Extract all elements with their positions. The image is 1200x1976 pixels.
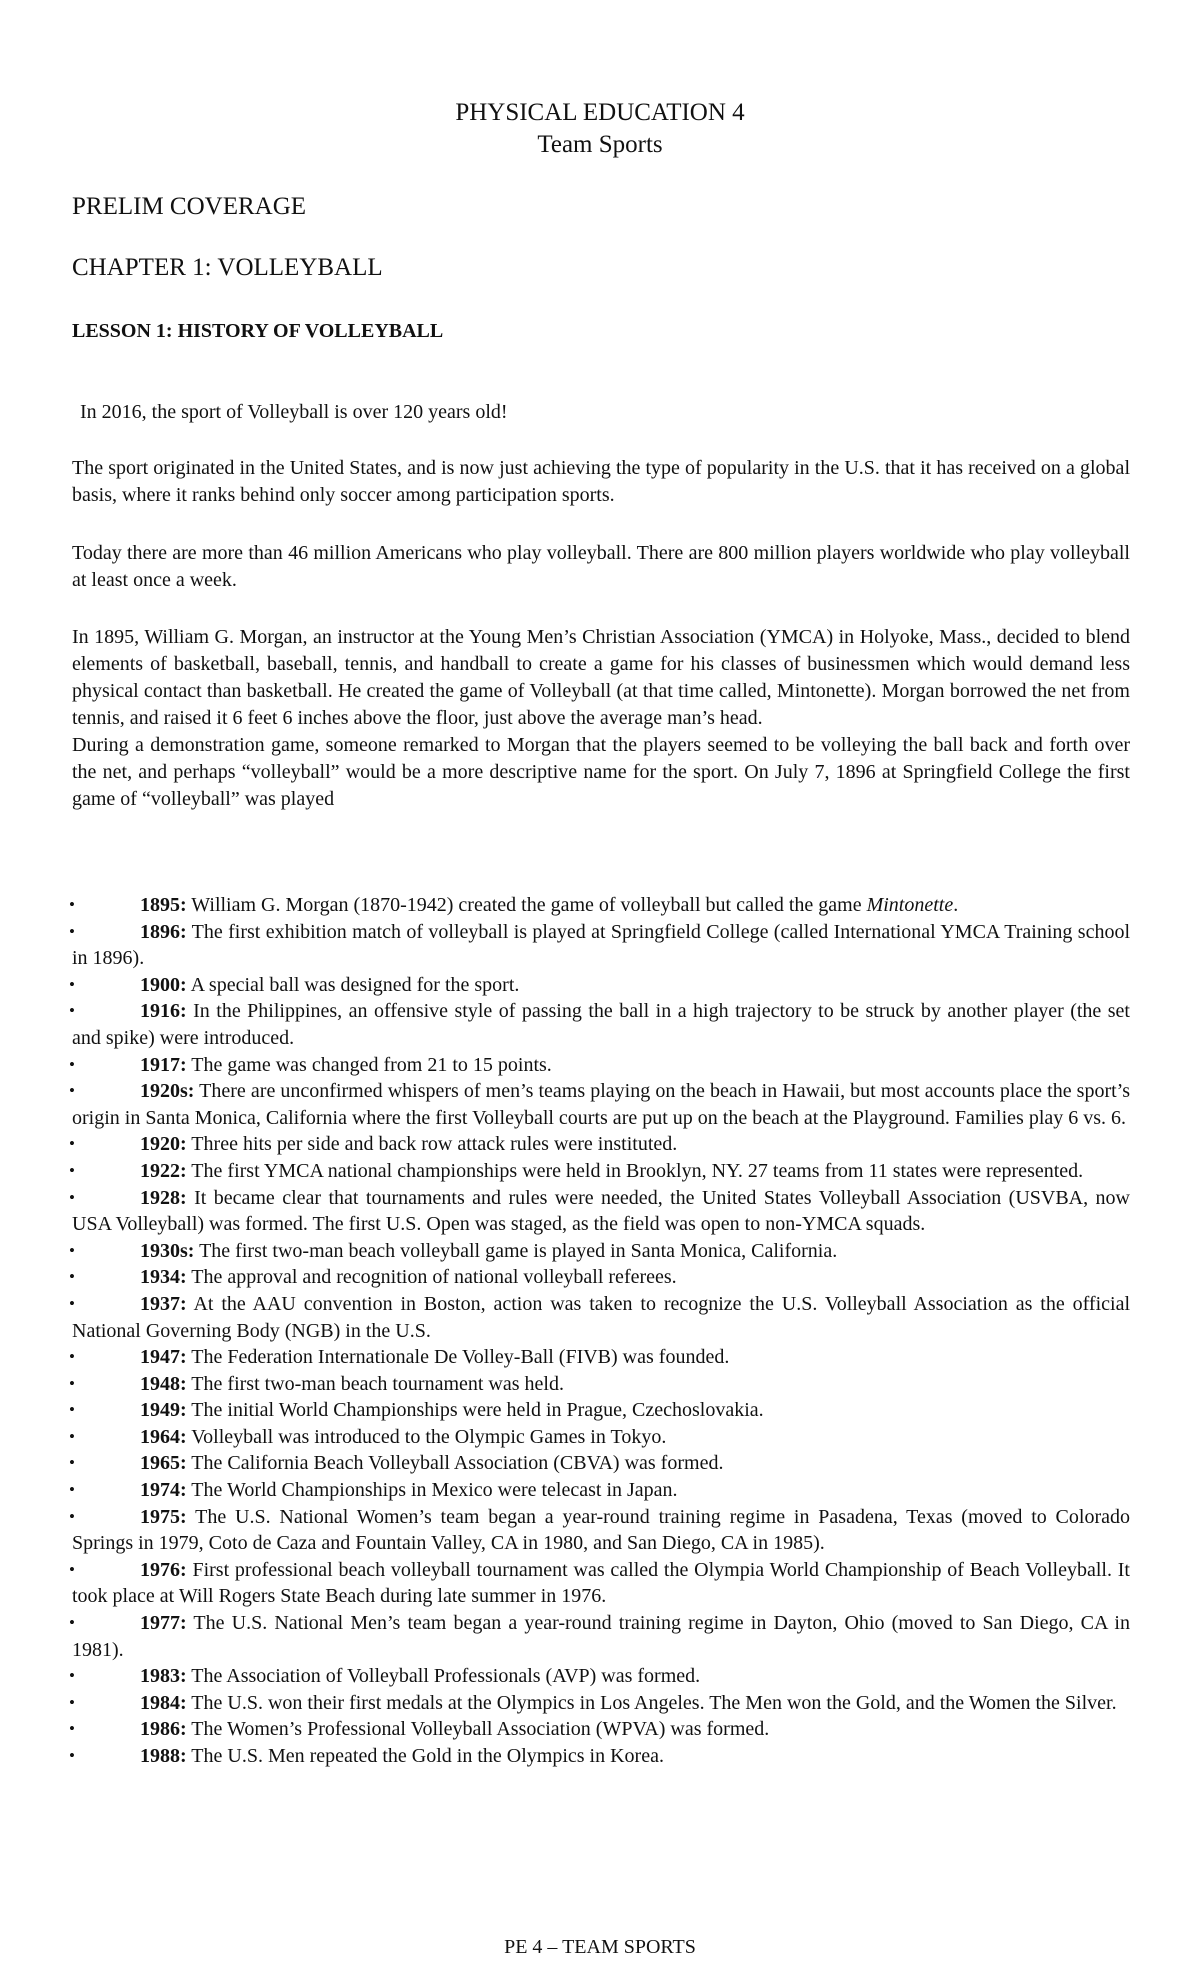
- timeline-item: [69, 1371, 1130, 1398]
- bullet-icon: •: [69, 974, 75, 994]
- timeline-item: [69, 1477, 1130, 1504]
- bullet-icon: •: [69, 1293, 75, 1313]
- chapter-heading: CHAPTER 1: VOLLEYBALL: [72, 254, 383, 281]
- timeline-year: 1948:: [140, 1372, 187, 1395]
- timeline-entry: [72, 1158, 1130, 1185]
- timeline-item: [69, 1397, 1130, 1424]
- course-title: PHYSICAL EDUCATION 4: [455, 99, 745, 126]
- timeline-year: 1977:: [140, 1612, 187, 1635]
- timeline-text: The California Beach Volleyball Association (CBVA) was formed.: [186, 1452, 724, 1475]
- timeline-italic-text: Mintonette: [866, 894, 954, 916]
- timeline-entry: [72, 1238, 1130, 1265]
- timeline-entry: [72, 1450, 1130, 1477]
- bullet-icon: •: [69, 1001, 75, 1021]
- timeline-text: The first YMCA national championships were held in Brooklyn, NY. 27 teams from 11 states were represented.: [186, 1159, 1084, 1182]
- timeline-text: The first exhibition match of volleyball is played at Springfield College (called International YMCA Training school in 1896).: [72, 920, 1130, 970]
- bullet-icon: •: [69, 1347, 75, 1367]
- lesson-heading: LESSON 1: HISTORY OF VOLLEYBALL: [72, 320, 444, 342]
- timeline-year: 1976:: [140, 1558, 187, 1581]
- timeline-text: William G. Morgan (1870-1942) created the game of volleyball but called the game: [186, 894, 867, 916]
- bullet-icon: •: [69, 1187, 75, 1207]
- bullet-icon: •: [69, 1506, 75, 1526]
- bullet-icon: •: [69, 1267, 75, 1287]
- timeline-item: [69, 1185, 1130, 1238]
- timeline-item: [69, 1264, 1130, 1291]
- timeline-year: 1947:: [140, 1346, 187, 1369]
- bullet-icon: •: [69, 1666, 75, 1686]
- timeline-text: The Federation Internationale De Volley-Ball (FIVB) was founded.: [186, 1346, 730, 1369]
- timeline-year: 1975:: [140, 1505, 187, 1528]
- timeline-entry: [72, 1716, 1130, 1743]
- timeline-item: [69, 1663, 1130, 1690]
- timeline-text: The U.S. Men repeated the Gold in the Olympics in Korea.: [186, 1745, 664, 1767]
- bullet-icon: •: [69, 1746, 75, 1765]
- timeline-entry: [72, 1557, 1130, 1610]
- morgan-paragraph: In 1895, William G. Morgan, an instructor at the Young Men’s Christian Association (YMCA) in Holyoke, Mass., decided to blend elements of basketball, baseball, tennis, and handball to create a game for his classes of businessmen which would demand less physical contact than basketball. He created the game of Volleyball (at that time called, Mintonette). Morgan borrowed the net from tennis, and raised it 6 feet 6 inches above the floor, just above the average man’s head.: [72, 626, 1130, 729]
- timeline-year: 1928:: [140, 1186, 187, 1209]
- timeline-text: Volleyball was introduced to the Olympic Games in Tokyo.: [186, 1425, 667, 1448]
- timeline-entry: [72, 1185, 1130, 1238]
- timeline-item: [69, 1078, 1130, 1131]
- timeline-text: The U.S. won their first medals at the Olympics in Los Angeles. The Men won the Gold, and the Women the Silver.: [186, 1691, 1117, 1714]
- timeline-year: 1916:: [140, 1000, 187, 1023]
- timeline-item: [69, 919, 1130, 972]
- timeline-year: 1920s:: [140, 1080, 195, 1103]
- timeline-year: 1949:: [140, 1399, 187, 1422]
- timeline-text: The game was changed from 21 to 15 points.: [186, 1053, 552, 1076]
- timeline-year: 1965:: [140, 1452, 187, 1475]
- page-footer: PE 4 – TEAM SPORTS: [504, 1936, 696, 1958]
- origin-paragraph: The sport originated in the United States, and is now just achieving the type of popularity in the U.S. that it has received on a global basis, where it ranks behind only soccer among participation sports.: [72, 457, 1130, 506]
- bullet-icon: •: [69, 1054, 75, 1074]
- timeline-entry: [72, 1131, 1130, 1158]
- timeline-text: The initial World Championships were held in Prague, Czechoslovakia.: [186, 1399, 764, 1422]
- timeline-year: 1984:: [140, 1691, 187, 1714]
- timeline-year: 1930s:: [140, 1239, 195, 1262]
- timeline-item: [69, 998, 1130, 1051]
- bullet-icon: •: [69, 921, 75, 941]
- timeline-item: [69, 1450, 1130, 1477]
- players-paragraph: Today there are more than 46 million Americans who play volleyball. There are 800 million players worldwide who play volleyball at least once a week.: [72, 542, 1130, 591]
- bullet-icon: •: [69, 1692, 75, 1712]
- bullet-icon: •: [69, 1081, 75, 1101]
- timeline-entry: [72, 1052, 1130, 1079]
- intro-paragraph: In 2016, the sport of Volleyball is over 120 years old!: [80, 401, 508, 423]
- timeline-text: The approval and recognition of national volleyball referees.: [186, 1266, 677, 1289]
- bullet-icon: •: [69, 1613, 75, 1633]
- timeline-entry: [72, 1610, 1130, 1663]
- timeline-list: [69, 892, 1130, 1770]
- timeline-item: [69, 1716, 1130, 1743]
- timeline-year: 1937:: [140, 1292, 187, 1315]
- timeline-entry: [72, 1264, 1130, 1291]
- timeline-item: [69, 1424, 1130, 1451]
- bullet-icon: •: [69, 1373, 75, 1393]
- timeline-year: 1900:: [140, 973, 187, 996]
- timeline-text: The World Championships in Mexico were telecast in Japan.: [186, 1479, 678, 1502]
- timeline-entry: [72, 892, 1130, 919]
- timeline-item: [69, 1504, 1130, 1557]
- timeline-year: 1964:: [140, 1425, 187, 1448]
- timeline-entry: [72, 1078, 1130, 1131]
- bullet-icon: •: [69, 895, 75, 914]
- timeline-year: 1988:: [140, 1745, 187, 1767]
- bullet-icon: •: [69, 1400, 75, 1420]
- timeline-item: [69, 1158, 1130, 1185]
- timeline-entry: [72, 1397, 1130, 1424]
- timeline-item: [69, 1291, 1130, 1344]
- timeline-entry: [72, 1477, 1130, 1504]
- timeline-text-end: .: [953, 894, 959, 916]
- timeline-text: The Association of Volleyball Professionals (AVP) was formed.: [186, 1665, 701, 1688]
- timeline-text: It became clear that tournaments and rules were needed, the United States Volleyball Association (USVBA, now USA Volleyball) was formed. The first U.S. Open was staged, as the field was open to non-YMCA squads.: [72, 1186, 1130, 1236]
- timeline-year: 1974:: [140, 1479, 187, 1502]
- bullet-icon: •: [69, 1426, 75, 1446]
- bullet-icon: •: [69, 1559, 75, 1579]
- timeline-entry: [72, 1663, 1130, 1690]
- timeline-year: 1986:: [140, 1718, 187, 1741]
- timeline-text: The U.S. National Men’s team began a year-round training regime in Dayton, Ohio (moved to San Diego, CA in 1981).: [72, 1612, 1130, 1661]
- timeline-text: In the Philippines, an offensive style of passing the ball in a high trajectory to be struck by another player (the set and spike) were introduced.: [72, 1000, 1130, 1049]
- timeline-text: At the AAU convention in Boston, action was taken to recognize the U.S. Volleyball Association as the official National Governing Body (NGB) in the U.S.: [72, 1292, 1130, 1342]
- timeline-text: First professional beach volleyball tournament was called the Olympia World Championship of Beach Volleyball. It took place at Will Rogers State Beach during late summer in 1976.: [72, 1558, 1130, 1608]
- timeline-item: [69, 1238, 1130, 1265]
- timeline-entry: [72, 1371, 1130, 1398]
- timeline-text: Three hits per side and back row attack rules were instituted.: [186, 1133, 678, 1156]
- bullet-icon: •: [69, 1453, 75, 1473]
- bullet-icon: •: [69, 1719, 75, 1739]
- timeline-entry: [72, 1344, 1130, 1371]
- timeline-entry: [72, 1690, 1130, 1717]
- timeline-item: [69, 972, 1130, 999]
- timeline-text: The first two-man beach tournament was held.: [186, 1372, 564, 1395]
- timeline-entry: [72, 1424, 1130, 1451]
- timeline-item: [69, 1743, 1130, 1770]
- timeline-item: [69, 1052, 1130, 1079]
- history-paragraphs: [72, 624, 1130, 813]
- timeline-entry: [72, 1291, 1130, 1344]
- timeline-year: 1896:: [140, 920, 187, 943]
- timeline-entry: [72, 1504, 1130, 1557]
- timeline-year: 1920:: [140, 1133, 187, 1156]
- timeline-text: The first two-man beach volleyball game is played in Santa Monica, California.: [194, 1239, 838, 1262]
- timeline-year: 1934:: [140, 1266, 187, 1289]
- bullet-icon: •: [69, 1240, 75, 1260]
- timeline-entry: [72, 1743, 1130, 1770]
- timeline-item: [69, 1131, 1130, 1158]
- bullet-icon: •: [69, 1480, 75, 1500]
- timeline-text: A special ball was designed for the sport.: [186, 973, 520, 996]
- timeline-text: The Women’s Professional Volleyball Association (WPVA) was formed.: [186, 1718, 770, 1741]
- bullet-icon: •: [69, 1134, 75, 1154]
- bullet-icon: •: [69, 1160, 75, 1180]
- timeline-text: The U.S. National Women’s team began a year-round training regime in Pasadena, Texas (moved to Colorado Springs in 1979, Coto de Caza and Fountain Valley, CA in 1980, and San Diego, CA in 1985).: [72, 1505, 1130, 1555]
- timeline-entry: [72, 998, 1130, 1051]
- timeline-item: [69, 1610, 1130, 1663]
- timeline-text: There are unconfirmed whispers of men’s teams playing on the beach in Hawaii, but most accounts place the sport’s origin in Santa Monica, California where the first Volleyball courts are put up on the beach at the Playground. Families play 6 vs. 6.: [72, 1080, 1130, 1129]
- naming-paragraph: During a demonstration game, someone remarked to Morgan that the players seemed to be volleying the ball back and forth over the net, and perhaps “volleyball” would be a more descriptive name for the sport. On July 7, 1896 at Springfield College the first game of “volleyball” was played: [72, 734, 1130, 810]
- prelim-heading: PRELIM COVERAGE: [72, 193, 307, 220]
- timeline-year: 1983:: [140, 1665, 187, 1688]
- document-header: [440, 97, 760, 161]
- course-subtitle: Team Sports: [537, 131, 663, 158]
- timeline-entry: [72, 972, 1130, 999]
- timeline-year: 1922:: [140, 1159, 187, 1182]
- timeline-year: 1895:: [140, 894, 187, 916]
- timeline-item: [69, 1690, 1130, 1717]
- timeline-item: [69, 892, 1130, 919]
- timeline-year: 1917:: [140, 1053, 187, 1076]
- timeline-item: [69, 1557, 1130, 1610]
- timeline-item: [69, 1344, 1130, 1371]
- timeline-entry: [72, 919, 1130, 972]
